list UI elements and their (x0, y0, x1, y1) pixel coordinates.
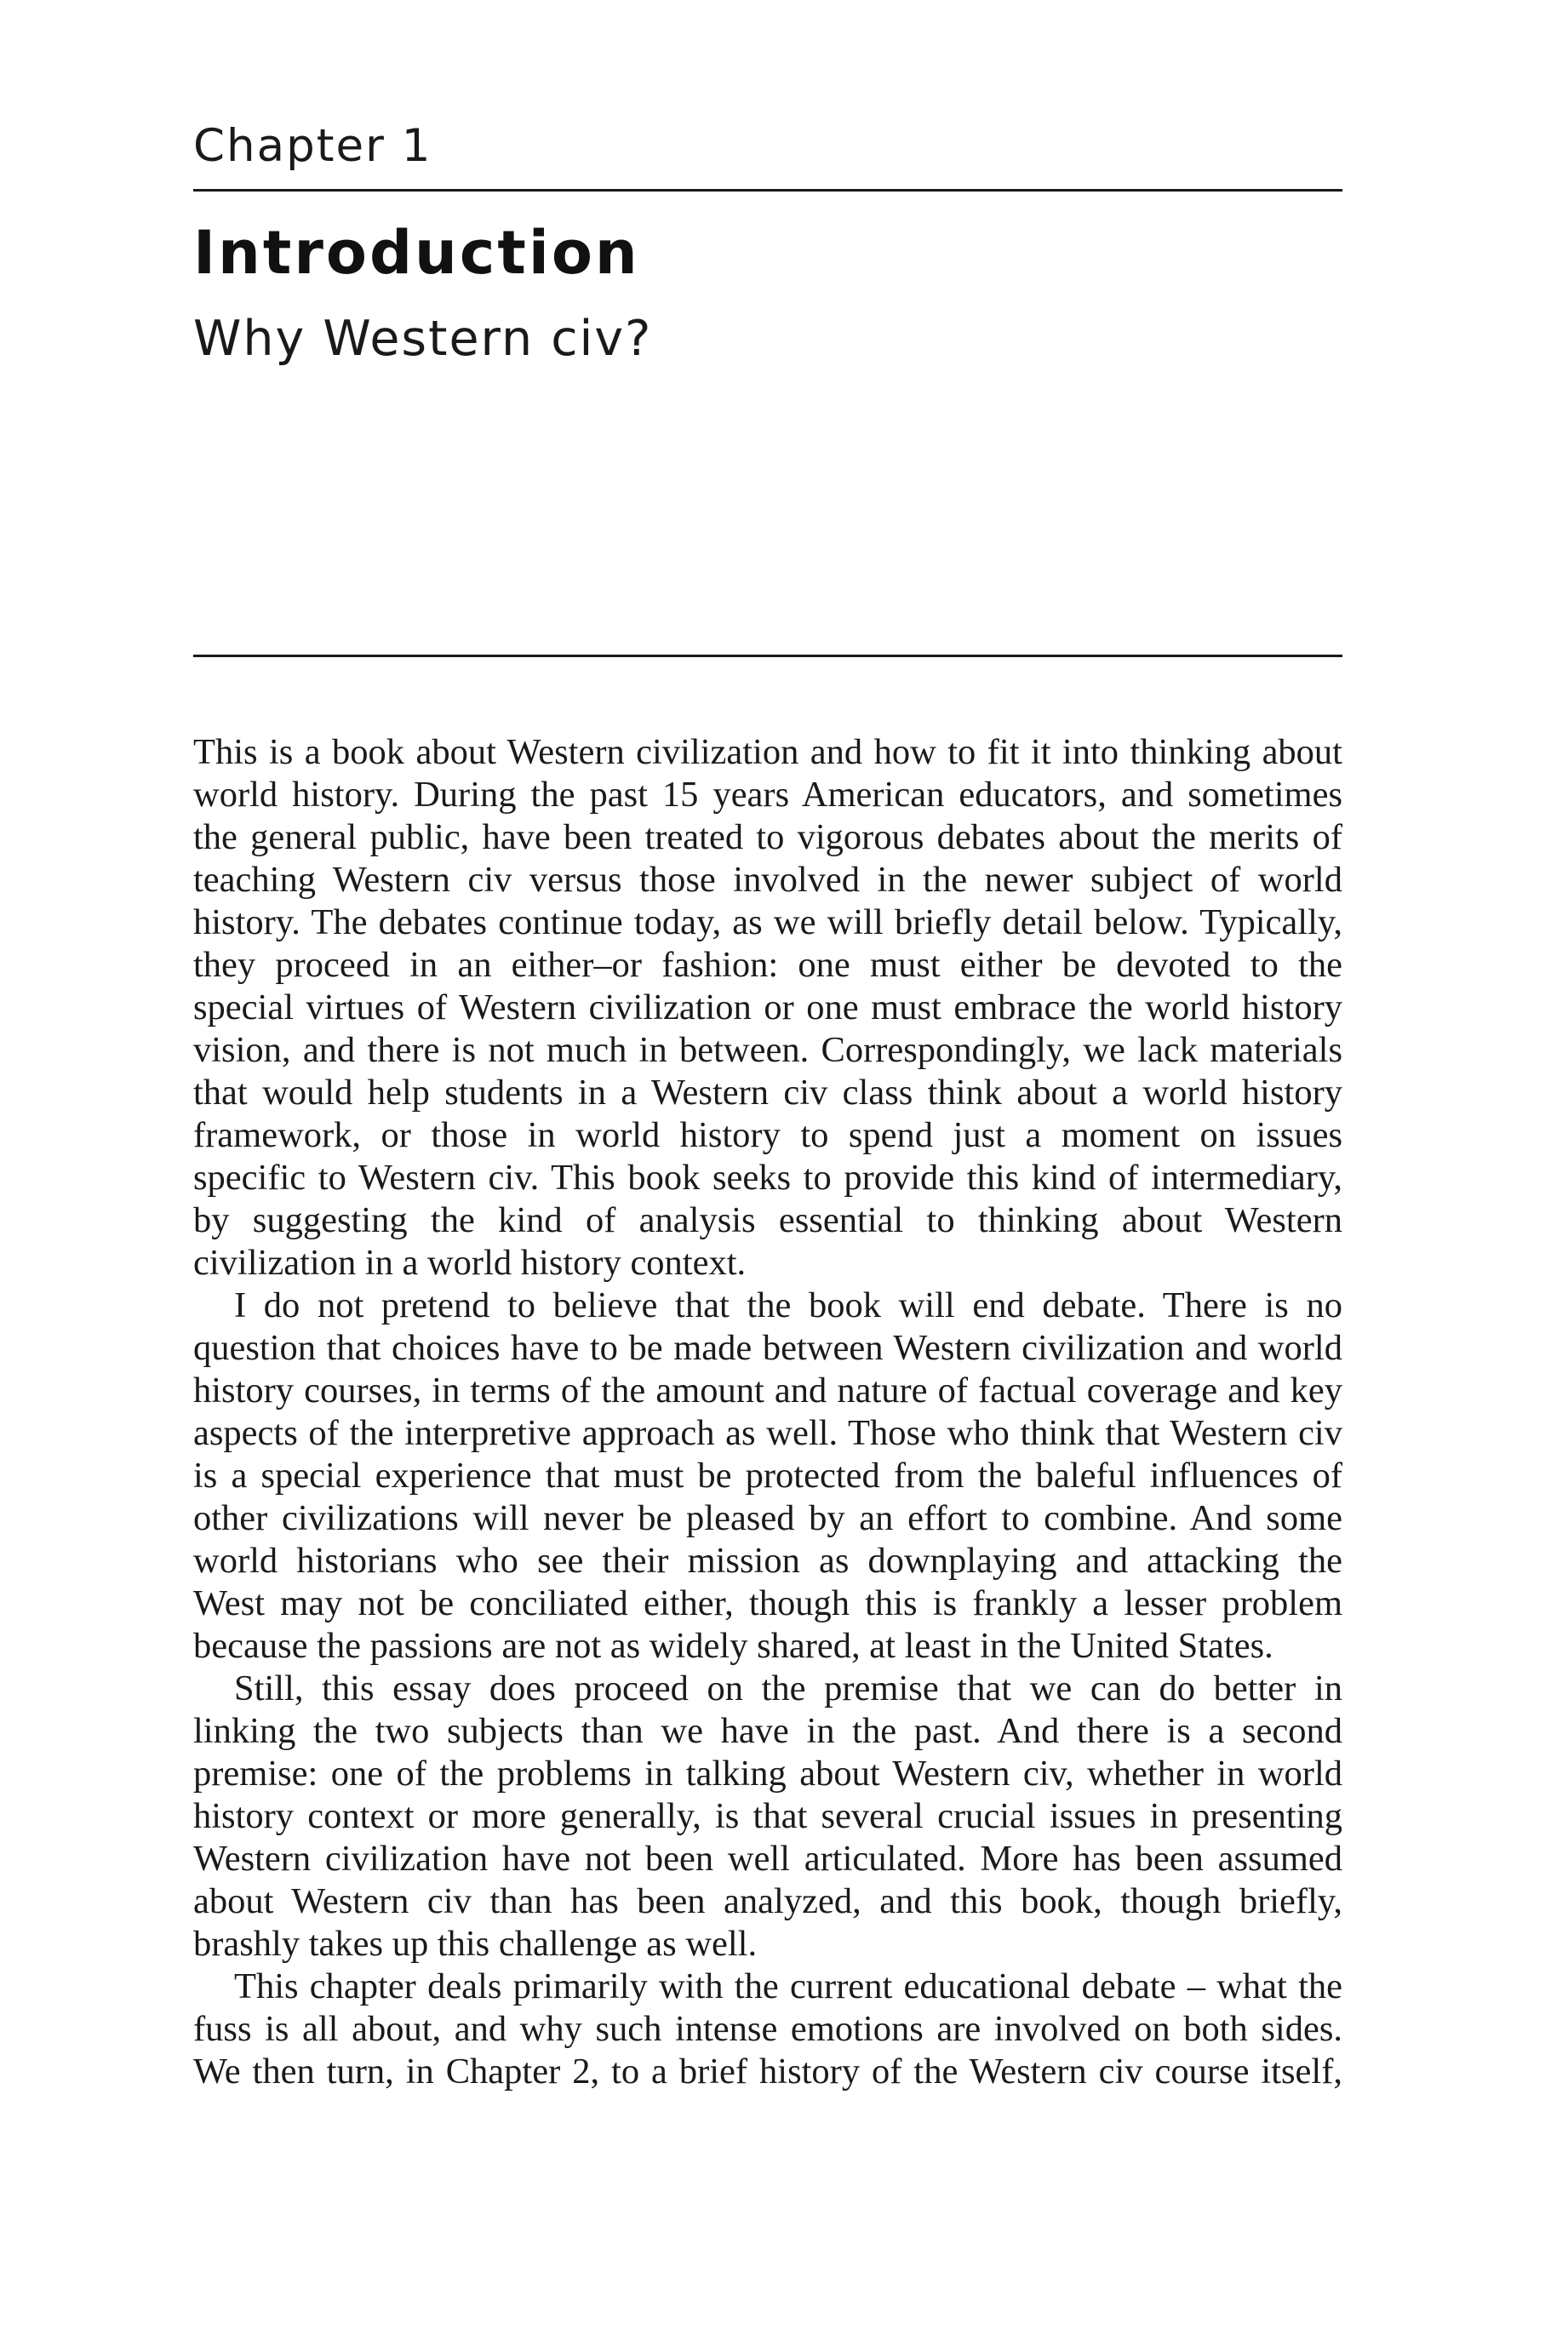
paragraph-4 (193, 1966, 1342, 2093)
paragraph-3 (193, 1668, 1342, 1966)
text-line: other civilizations will never be pleased by an effort to combine. And some (193, 1498, 1342, 1538)
text-line: vision, and there is not much in between. Correspondingly, we lack materials (193, 1030, 1342, 1070)
text-line: world historians who see their mission as downplaying and attacking the (193, 1541, 1342, 1581)
text-line: linking the two subjects than we have in the past. And there is a second (193, 1711, 1342, 1751)
text-line: by suggesting the kind of analysis essential to thinking about Western (193, 1200, 1342, 1240)
chapter-subtitle: Why Western civ? (193, 311, 653, 367)
text-line: that would help students in a Western civ class think about a world history (193, 1073, 1342, 1113)
text-line: This is a book about Western civilization and how to fit it into thinking about (193, 732, 1342, 772)
text-line: framework, or those in world history to spend just a moment on issues (193, 1115, 1342, 1155)
text-line: specific to Western civ. This book seeks to provide this kind of intermediary, (193, 1158, 1342, 1198)
text-line: This chapter deals primarily with the current educational debate – what the (234, 1966, 1342, 2006)
header-rule-top (193, 189, 1342, 192)
text-line: they proceed in an either–or fashion: one must either be devoted to the (193, 945, 1342, 985)
paragraph-2 (193, 1285, 1342, 1668)
text-line: civilization in a world history context. (193, 1243, 747, 1283)
text-line: premise: one of the problems in talking about Western civ, whether in world (193, 1754, 1342, 1794)
paragraph-1 (193, 731, 1342, 1285)
text-line: Still, this essay does proceed on the premise that we can do better in (234, 1668, 1342, 1708)
text-line: is a special experience that must be protected from the baleful influences of (193, 1456, 1342, 1496)
text-line: history courses, in terms of the amount and nature of factual coverage and key (193, 1371, 1342, 1411)
text-line: the general public, have been treated to vigorous debates about the merits of (193, 817, 1342, 857)
text-line: teaching Western civ versus those involved in the newer subject of world (193, 860, 1342, 900)
text-line: fuss is all about, and why such intense emotions are involved on both sides. (193, 2009, 1342, 2049)
text-line: world history. During the past 15 years American educators, and sometimes (193, 775, 1342, 815)
text-line: about Western civ than has been analyzed, and this book, though briefly, (193, 1881, 1342, 1921)
chapter-title: Introduction (193, 218, 640, 288)
text-line: special virtues of Western civilization or one must embrace the world history (193, 987, 1342, 1027)
text-line: We then turn, in Chapter 2, to a brief history of the Western civ course itself, (193, 2052, 1342, 2092)
text-line: question that choices have to be made between Western civilization and world (193, 1328, 1342, 1368)
text-line: history context or more generally, is that several crucial issues in presenting (193, 1796, 1342, 1836)
text-line: Western civilization have not been well articulated. More has been assumed (193, 1839, 1342, 1879)
text-line: brashly takes up this challenge as well. (193, 1924, 758, 1964)
text-line: history. The debates continue today, as we will briefly detail below. Typically, (193, 902, 1342, 942)
body-text (193, 731, 1342, 2093)
header-rule-bottom (193, 655, 1342, 657)
text-line: because the passions are not as widely shared, at least in the United States. (193, 1626, 1273, 1666)
text-line: aspects of the interpretive approach as well. Those who think that Western civ (193, 1413, 1342, 1453)
chapter-label: Chapter 1 (193, 120, 432, 172)
text-line: I do not pretend to believe that the book will end debate. There is no (234, 1285, 1342, 1325)
text-line: West may not be conciliated either, though this is frankly a lesser problem (193, 1583, 1342, 1623)
